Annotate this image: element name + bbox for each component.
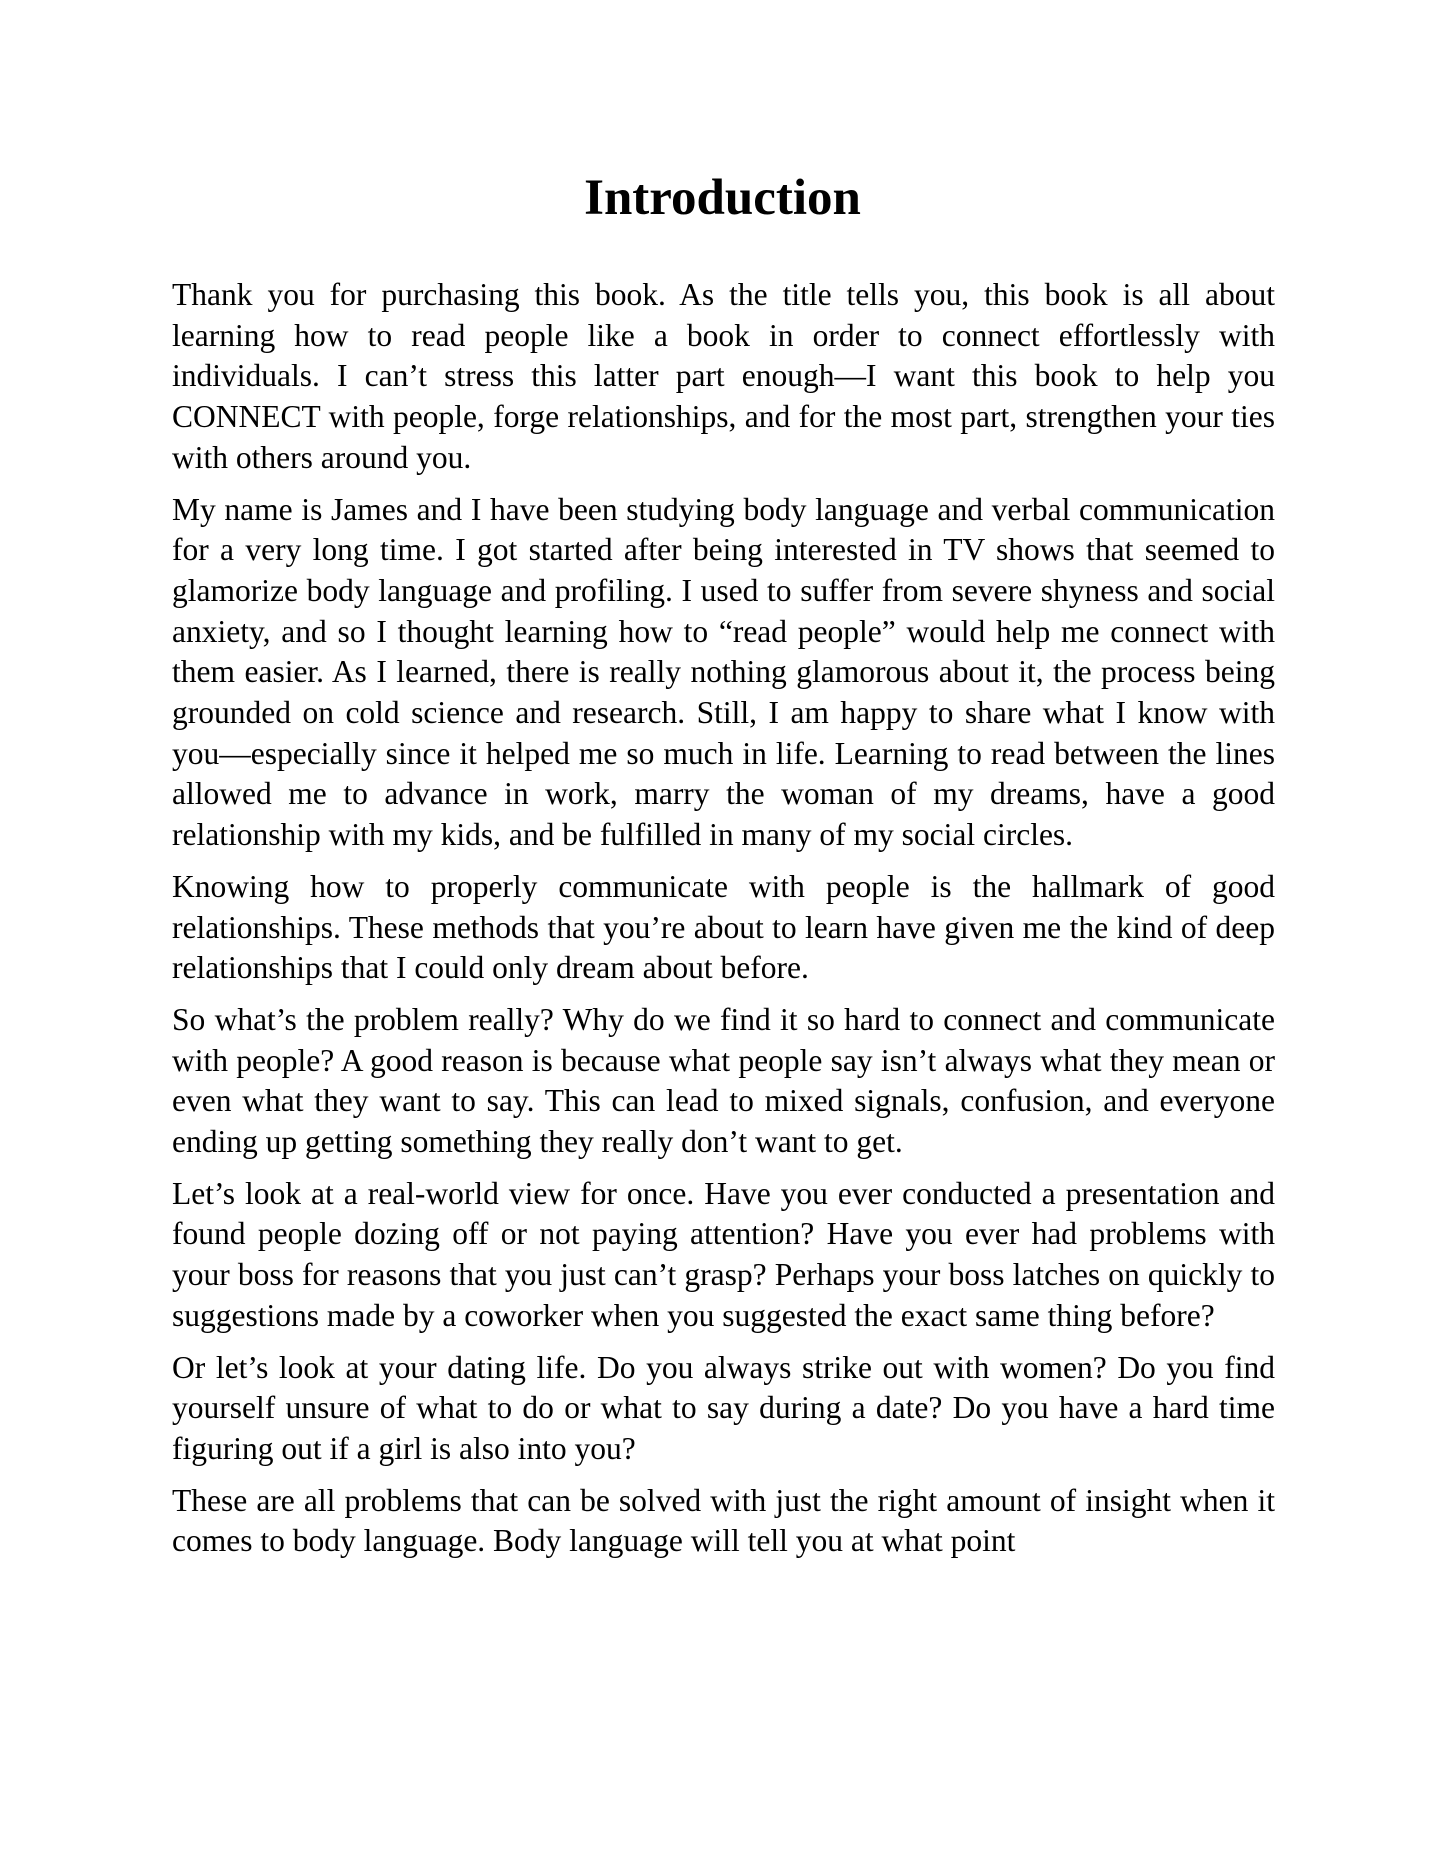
paragraph-5: Let’s look at a real-world view for once. Have you ever conducted a presentation and found people dozing off or not paying attention? Have you ever had problems with your boss for reasons that you just can’t grasp? Perhaps your boss latches on quickly to suggestions made by a coworker when you suggested the exact same thing before? (172, 1175, 1275, 1333)
body-text (172, 275, 1275, 1573)
paragraph-3: Knowing how to properly communicate with people is the hallmark of good relationships. These methods that you’re about to learn have given me the kind of deep relationships that I could only dream about before. (172, 868, 1275, 986)
paragraph-1: Thank you for purchasing this book. As the title tells you, this book is all about learning how to read people like a book in order to connect effortlessly with individuals. I can’t stress this latter part enough—I want this book to help you CONNECT with people, forge relationships, and for the most part, strengthen your ties with others around you. (172, 277, 1275, 475)
paragraph-2: My name is James and I have been studying body language and verbal communication for a very long time. I got started after being interested in TV shows that seemed to glamorize body language and profiling. I used to suffer from severe shyness and social anxiety, and so I thought learning how to “read people” would help me connect with them easier. As I learned, there is really nothing glamorous about it, the process being grounded on cold science and research. Still, I am happy to share what I know with you—especially since it helped me so much in life. Learning to read between the lines allowed me to advance in work, marry the woman of my dreams, have a good relationship with my kids, and be fulfilled in many of my social circles. (172, 491, 1275, 853)
paragraph-4: So what’s the problem really? Why do we find it so hard to connect and communicate with people? A good reason is because what people say isn’t always what they mean or even what they want to say. This can lead to mixed signals, confusion, and everyone ending up getting something they really don’t want to get. (172, 1001, 1275, 1160)
page-title: Introduction (584, 170, 861, 226)
paragraph-6: Or let’s look at your dating life. Do you always strike out with women? Do you find yourself unsure of what to do or what to say during a date? Do you have a hard time figuring out if a girl is also into you? (172, 1349, 1275, 1466)
paragraph-7: These are all problems that can be solved with just the right amount of insight when it comes to body language. Body language will tell you at what point (172, 1482, 1275, 1559)
